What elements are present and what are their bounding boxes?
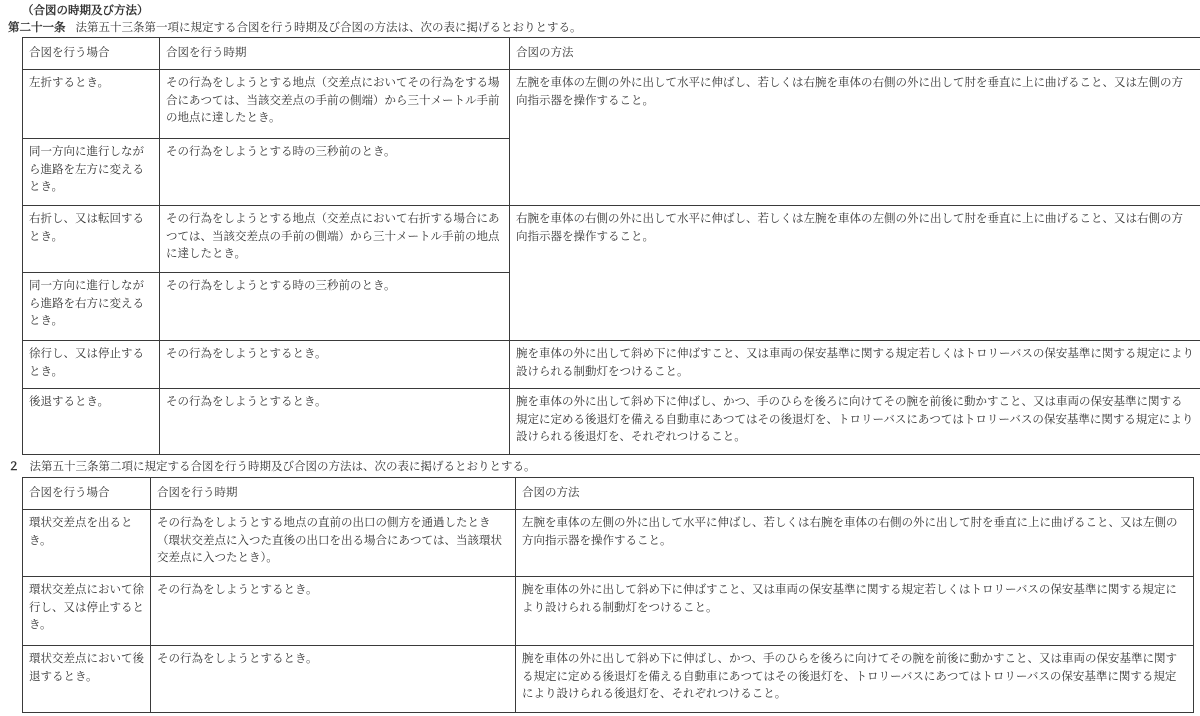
cell-method: 腕を車体の外に出して斜め下に伸ばすこと、又は車両の保安基準に関する規定若しくはトロリーバスの保安基準に関する規定により設けられる制動灯をつけること。 — [516, 577, 1194, 646]
cell-timing: その行為をしようとする地点（交差点において右折する場合にあつては、当該交差点の手前の側端）から三十メートル手前の地点に達したとき。 — [160, 206, 510, 273]
header-method: 合図の方法 — [516, 478, 1194, 510]
cell-timing: その行為をしようとするとき。 — [151, 577, 516, 646]
table-header-row — [23, 38, 1200, 70]
paragraph-text: 法第五十三条第二項に規定する合図を行う時期及び合図の方法は、次の表に掲げるとおりとする。 — [29, 459, 536, 473]
header-method: 合図の方法 — [510, 38, 1200, 70]
cell-case: 徐行し、又は停止するとき。 — [23, 341, 160, 389]
paragraph-2 — [8, 459, 536, 474]
cell-case: 環状交差点において後退するとき。 — [23, 646, 151, 713]
article-number: 第二十一条 — [8, 20, 66, 34]
signal-table-2 — [22, 477, 1194, 713]
table-row — [23, 206, 1200, 273]
cell-method: 左腕を車体の左側の外に出して水平に伸ばし、若しくは右腕を車体の右側の外に出して肘を垂直に上に曲げること、又は左側の方向指示器を操作すること。 — [516, 510, 1194, 577]
cell-method: 腕を車体の外に出して斜め下に伸ばすこと、又は車両の保安基準に関する規定若しくはトロリーバスの保安基準に関する規定により設けられる制動灯をつけること。 — [510, 341, 1200, 389]
cell-case: 同一方向に進行しながら進路を右方に変えるとき。 — [23, 273, 160, 341]
cell-case: 環状交差点において徐行し、又は停止するとき。 — [23, 577, 151, 646]
table-header-row — [23, 478, 1194, 510]
cell-method: 腕を車体の外に出して斜め下に伸ばし、かつ、手のひらを後ろに向けてその腕を前後に動かすこと、又は車両の保安基準に関する規定に定める後退灯を備える自動車にあつてはその後退灯を、トロリーバスにあつてはトロリーバスの保安基準に関する規定により設けられる後退灯を、それぞれつけること。 — [516, 646, 1194, 713]
table-row — [23, 70, 1200, 139]
cell-case: 同一方向に進行しながら進路を左方に変えるとき。 — [23, 139, 160, 206]
header-case: 合図を行う場合 — [23, 478, 151, 510]
article-text: 法第五十三条第一項に規定する合図を行う時期及び合図の方法は、次の表に掲げるとおりとする。 — [75, 20, 582, 34]
cell-timing: その行為をしようとする時の三秒前のとき。 — [160, 139, 510, 206]
cell-method: 腕を車体の外に出して斜め下に伸ばし、かつ、手のひらを後ろに向けてその腕を前後に動かすこと、又は車両の保安基準に関する規定に定める後退灯を備える自動車にあつてはその後退灯を、トロリーバスにあつてはトロリーバスの保安基準に関する規定により設けられる後退灯を、それぞれつけること。 — [510, 389, 1200, 455]
table-row — [23, 577, 1194, 646]
article-caption: （合図の時期及び方法） — [22, 3, 149, 17]
cell-timing: その行為をしようとする時の三秒前のとき。 — [160, 273, 510, 341]
cell-case: 後退するとき。 — [23, 389, 160, 455]
cell-method: 左腕を車体の左側の外に出して水平に伸ばし、若しくは右腕を車体の右側の外に出して肘を垂直に上に曲げること、又は左側の方向指示器を操作すること。 — [510, 70, 1200, 206]
cell-timing: その行為をしようとする地点（交差点においてその行為をする場合にあつては、当該交差点の手前の側端）から三十メートル手前の地点に達したとき。 — [160, 70, 510, 139]
signal-table-1 — [22, 37, 1200, 455]
header-case: 合図を行う場合 — [23, 38, 160, 70]
cell-case: 環状交差点を出るとき。 — [23, 510, 151, 577]
cell-case: 右折し、又は転回するとき。 — [23, 206, 160, 273]
header-timing: 合図を行う時期 — [151, 478, 516, 510]
article-1-paragraph — [8, 20, 582, 35]
cell-timing: その行為をしようとするとき。 — [160, 341, 510, 389]
cell-timing: その行為をしようとする地点の直前の出口の側方を通過したとき（環状交差点に入つた直後の出口を出る場合にあつては、当該環状交差点に入つたとき）。 — [151, 510, 516, 577]
cell-method: 右腕を車体の右側の外に出して水平に伸ばし、若しくは左腕を車体の左側の外に出して肘を垂直に上に曲げること、又は右側の方向指示器を操作すること。 — [510, 206, 1200, 341]
table-row — [23, 510, 1194, 577]
header-timing: 合図を行う時期 — [160, 38, 510, 70]
cell-timing: その行為をしようとするとき。 — [151, 646, 516, 713]
table-row — [23, 341, 1200, 389]
paragraph-number: ２ — [8, 459, 20, 473]
cell-case: 左折するとき。 — [23, 70, 160, 139]
cell-timing: その行為をしようとするとき。 — [160, 389, 510, 455]
table-row — [23, 646, 1194, 713]
table-row — [23, 389, 1200, 455]
